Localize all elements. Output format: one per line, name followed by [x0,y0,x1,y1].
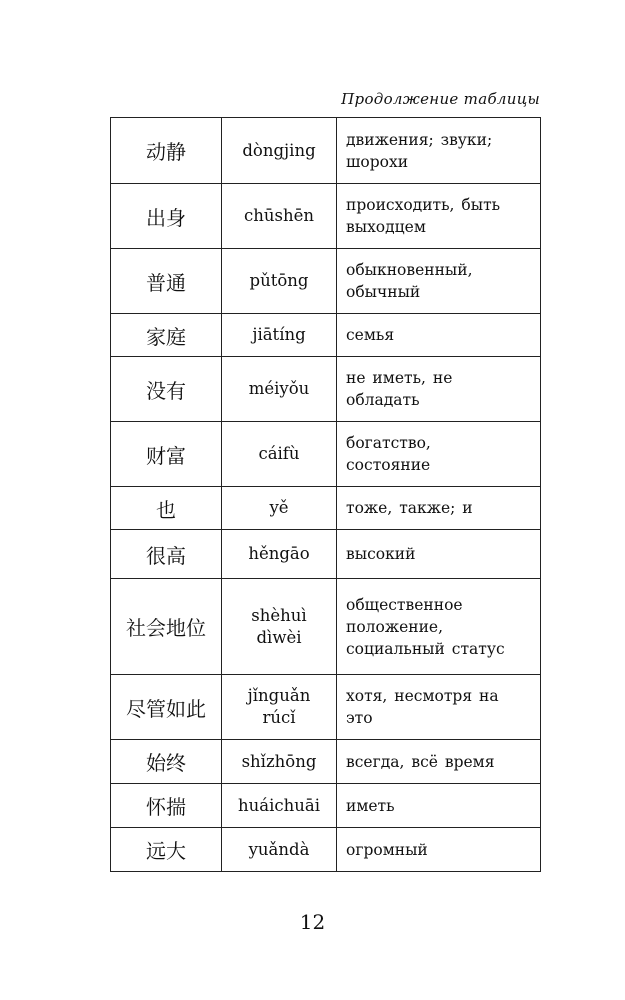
translation-text: не иметь, не обладать [346,369,453,409]
pinyin-cell: yě [222,487,337,530]
table-row [111,487,541,530]
translation-text: обыкновенный, обычный [346,261,473,301]
table-row [111,314,541,357]
table-row [111,784,541,828]
translation-text: общественное положение, социальный статус [346,595,505,658]
translation-text: хотя, несмотря на это [346,687,499,727]
translation-cell [337,675,541,740]
hanzi-cell: 普通 [111,249,222,314]
pinyin-cell: dòngjing [222,118,337,184]
vocabulary-table [110,117,541,872]
pinyin-cell [222,579,337,675]
hanzi-cell: 家庭 [111,314,222,357]
translation-text: иметь [346,796,395,815]
hanzi-cell: 动静 [111,118,222,184]
table-row [111,530,541,579]
translation-cell [337,784,541,828]
translation-cell [337,579,541,675]
pinyin-cell: cáifù [222,422,337,487]
translation-cell [337,422,541,487]
pinyin-cell [222,675,337,740]
hanzi-cell: 尽管如此 [111,675,222,740]
translation-cell [337,487,541,530]
table-row [111,675,541,740]
pinyin-text: shèhuì dìwèi [251,605,307,647]
table-row [111,249,541,314]
translation-text: высокий [346,545,416,563]
translation-text: богатство, состояние [346,434,431,474]
hanzi-cell: 始终 [111,740,222,784]
table-row [111,422,541,487]
translation-cell [337,357,541,422]
table-row [111,357,541,422]
hanzi-cell: 财富 [111,422,222,487]
hanzi-cell: 也 [111,487,222,530]
pinyin-cell: yuǎndà [222,828,337,872]
translation-cell [337,118,541,184]
translation-cell [337,249,541,314]
translation-text: огромный [346,840,428,859]
translation-cell [337,314,541,357]
hanzi-cell: 很高 [111,530,222,579]
pinyin-cell: shǐzhōng [222,740,337,784]
hanzi-cell: 社会地位 [111,579,222,675]
pinyin-cell: hěngāo [222,530,337,579]
table-continuation-caption: Продолжение таблицы [341,90,540,108]
translation-text: тоже, также; и [346,499,473,517]
table-row [111,579,541,675]
hanzi-cell: 没有 [111,357,222,422]
translation-text: движения; звуки; шорохи [346,130,493,171]
translation-text: происходить, быть выходцем [346,196,501,236]
translation-cell [337,184,541,249]
pinyin-cell: huáichuāi [222,784,337,828]
table-row [111,184,541,249]
table-row [111,118,541,184]
pinyin-cell: méiyǒu [222,357,337,422]
pinyin-text: jǐnguǎn rúcǐ [247,686,311,727]
translation-cell [337,530,541,579]
translation-cell [337,828,541,872]
hanzi-cell: 出身 [111,184,222,249]
hanzi-cell: 远大 [111,828,222,872]
hanzi-cell: 怀揣 [111,784,222,828]
translation-text: всегда, всё время [346,752,495,771]
pinyin-cell: pǔtōng [222,249,337,314]
table-row [111,828,541,872]
table-row [111,740,541,784]
pinyin-cell: jiātíng [222,314,337,357]
translation-cell [337,740,541,784]
translation-text: семья [346,326,395,344]
page-number: 12 [299,910,326,934]
pinyin-cell: chūshēn [222,184,337,249]
